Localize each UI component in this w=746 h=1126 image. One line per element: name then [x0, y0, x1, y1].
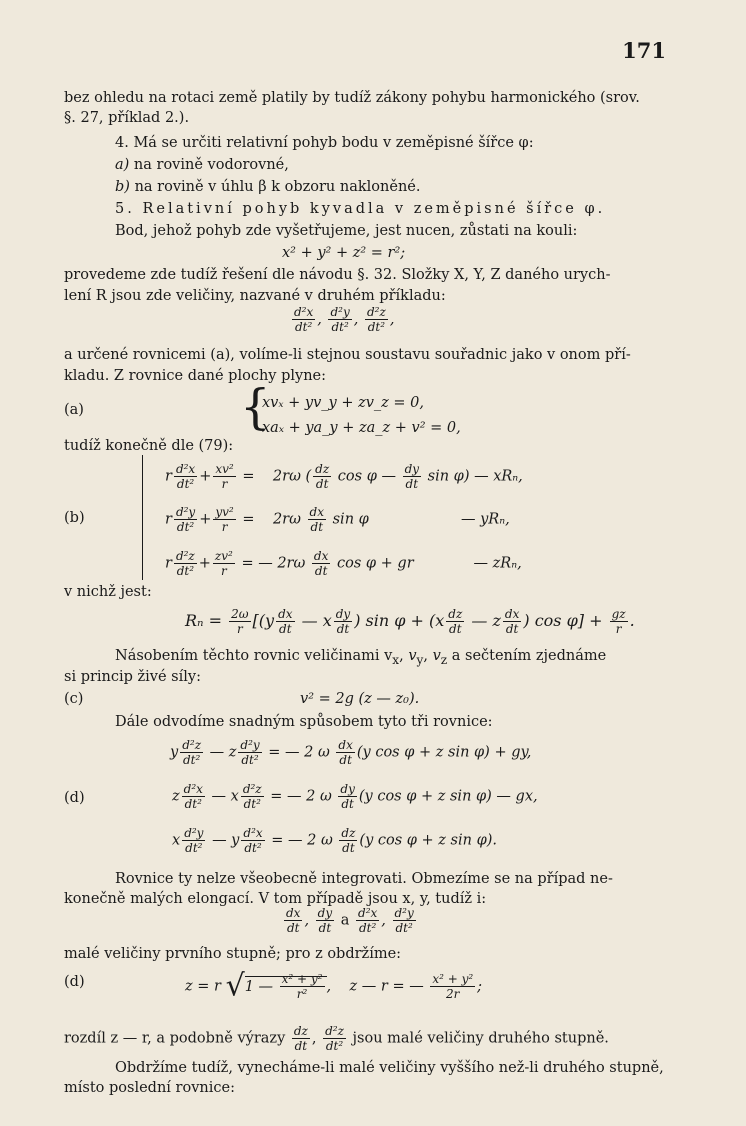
text-line: provedeme zde tudíž řešení dle návodu §. 32. Složky X, Y, Z daného urych- [64, 267, 611, 283]
eq-label: (a) [64, 402, 84, 418]
equation-d2: z $\frac{\text{d²x}}{\text{dt²}}$ — x $\frac{\text{d²z}}{\text{dt²}}$ = — 2 ω $\frac{dy}{dt}$ (y cos φ + z sin φ) — gx, [172, 782, 538, 811]
equation-b1: r $\frac{\text{d²x}}{\text{dt²}}$ + $\frac{\text{xv²}}{r}$ = 2rω ( $\frac{dz}{dt}$ cos φ — $\frac{dy}{dt}$ sin φ) — xRₙ, [165, 462, 523, 491]
equation-z: z = r √1 — $\frac{\text{x² + y²}}{\text{r²}}$ , z — r = — $\frac{\text{x² + y²}}{2r}$ ; [185, 968, 483, 1004]
text-line: si princip živé síly: [64, 669, 201, 685]
equation-d3: x $\frac{\text{d²y}}{\text{dt²}}$ — y $\frac{\text{d²x}}{\text{dt²}}$ = — 2 ω $\frac{dz}{dt}$ (y cos φ + z sin φ). [172, 826, 497, 855]
text-line: kladu. Z rovnice dané plochy plyne: [64, 368, 327, 384]
page-number: 171 [622, 38, 666, 63]
text-line: rozdíl z — r, a podobně výrazy $\frac{dz}{dt}$ , $\frac{\text{d²z}}{\text{dt²}}$ jsou malé veličiny druhého stupně. [64, 1024, 609, 1053]
eq-label: (d) [64, 790, 85, 806]
text-line: Dále odvodíme snadným spůsobem tyto tři rovnice: [115, 714, 493, 730]
text-line: malé veličiny prvního stupně; pro z obdržíme: [64, 946, 402, 962]
text-line: 4. Má se určiti relativní pohyb bodu v zeměpisné šířce φ: [115, 135, 534, 151]
second-derivatives: $\frac{\text{d²x}}{\text{dt²}}$ , $\frac{\text{d²y}}{\text{dt²}}$ , $\frac{\text{d²z}}{\text{dt²}}$ , [294, 305, 395, 334]
text-line: b) na rovině v úhlu β k obzoru nakloněné. [115, 179, 421, 195]
eq-label: (d) [64, 974, 85, 990]
equation-b3: r $\frac{\text{d²z}}{\text{dt²}}$ + $\frac{\text{zv²}}{r}$ = — 2rω $\frac{dx}{dt}$ cos φ + gr — zRₙ, [165, 549, 522, 578]
eq-label: (b) [64, 510, 85, 526]
text-line: v nichž jest: [64, 584, 152, 600]
equation-Rn: Rₙ = $\frac{2\omega}{r}$ [(y $\frac{dx}{dt}$ — x $\frac{dy}{dt}$ ) sin φ + (x $\frac{dz}{dt}$ — z $\frac{dx}{dt}$ ) cos φ] + $\frac{gz}{r}$ . [185, 607, 635, 636]
text-line: místo poslední rovnice: [64, 1080, 235, 1096]
text-line: §. 27, příklad 2.). [64, 110, 190, 126]
text-line: a) na rovině vodorovné, [115, 157, 289, 173]
sphere-equation: x² + y² + z² = r²; [282, 245, 406, 261]
equation-d1: y $\frac{\text{d²z}}{\text{dt²}}$ — z $\frac{\text{d²y}}{\text{dt²}}$ = — 2 ω $\frac{dx}{dt}$ (y cos φ + z sin φ) + gy, [170, 738, 532, 767]
equation-a2: xaₓ + ya_y + za_z + v² = 0, [262, 420, 461, 436]
text-line: Obdržíme tudíž, vynecháme-li malé veličiny vyššího než-li druhého stupně, [115, 1060, 664, 1076]
small-quantities: $\frac{dx}{dt}$ , $\frac{dy}{dt}$ a $\frac{\text{d²x}}{\text{dt²}}$ , $\frac{\text{d²y}}{\text{dt²}}$ [286, 906, 414, 935]
text-line: Rovnice ty nelze všeobecně integrovati. Obmezíme se na případ ne- [115, 871, 613, 887]
text-line: Násobením těchto rovnic veličinami $v_x$, $v_y$, $v_z$ a sečtením zjednáme [115, 648, 607, 667]
eq-label: (c) [64, 691, 84, 707]
text-line: lení R jsou zde veličiny, nazvané v druhém příkladu: [64, 288, 446, 304]
text-line: tudíž konečně dle (79): [64, 438, 234, 454]
text-line: a určené rovnicemi (a), volíme-li stejnou soustavu souřadnic jako v onom pří- [64, 347, 631, 363]
text-line: bez ohledu na rotaci země platily by tudíž zákony pohybu harmonického (srov. [64, 90, 640, 106]
brace: { [240, 379, 271, 435]
brace [142, 455, 153, 580]
equation-c: v² = 2g (z — z₀). [300, 691, 420, 707]
text-line: Bod, jehož pohyb zde vyšetřujeme, jest nucen, zůstati na kouli: [115, 223, 578, 239]
section-heading: 5. Relativní pohyb kyvadla v zeměpisné šířce φ. [115, 201, 606, 217]
text-line: konečně malých elongací. V tom případě jsou x, y, tudíž i: [64, 891, 487, 907]
equation-b2: r $\frac{\text{d²y}}{\text{dt²}}$ + $\frac{\text{yv²}}{r}$ = 2rω $\frac{dx}{dt}$ sin φ — yRₙ, [165, 505, 510, 534]
equation-a1: xvₓ + yv_y + zv_z = 0, [262, 395, 424, 411]
